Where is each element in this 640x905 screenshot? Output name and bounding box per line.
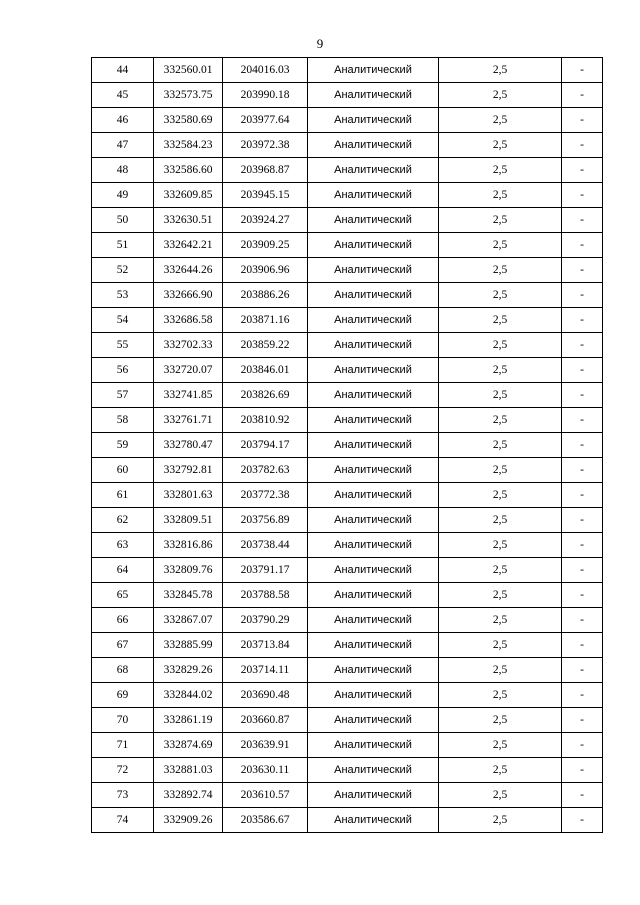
point-number-cell: 71 [92,733,154,758]
accuracy-cell: 2,5 [439,83,562,108]
method-cell: Аналитический [308,158,439,183]
note-cell: - [562,608,603,633]
method-cell: Аналитический [308,683,439,708]
point-number-cell: 67 [92,633,154,658]
x-coordinate-cell: 332845.78 [154,583,223,608]
table-row [92,733,603,758]
point-number-cell: 65 [92,583,154,608]
accuracy-cell: 2,5 [439,783,562,808]
table-row [92,183,603,208]
table-row [92,683,603,708]
y-coordinate-cell: 203924.27 [223,208,308,233]
table-row [92,108,603,133]
note-cell: - [562,283,603,308]
table-row [92,808,603,833]
method-cell: Аналитический [308,433,439,458]
x-coordinate-cell: 332885.99 [154,633,223,658]
point-number-cell: 57 [92,383,154,408]
note-cell: - [562,258,603,283]
note-cell: - [562,83,603,108]
x-coordinate-cell: 332580.69 [154,108,223,133]
x-coordinate-cell: 332642.21 [154,233,223,258]
point-number-cell: 63 [92,533,154,558]
method-cell: Аналитический [308,208,439,233]
table-row [92,483,603,508]
table-row [92,208,603,233]
y-coordinate-cell: 203990.18 [223,83,308,108]
method-cell: Аналитический [308,658,439,683]
y-coordinate-cell: 204016.03 [223,58,308,83]
accuracy-cell: 2,5 [439,133,562,158]
method-cell: Аналитический [308,383,439,408]
method-cell: Аналитический [308,83,439,108]
point-number-cell: 45 [92,83,154,108]
accuracy-cell: 2,5 [439,758,562,783]
x-coordinate-cell: 332816.86 [154,533,223,558]
note-cell: - [562,758,603,783]
accuracy-cell: 2,5 [439,658,562,683]
method-cell: Аналитический [308,808,439,833]
y-coordinate-cell: 203909.25 [223,233,308,258]
x-coordinate-cell: 332909.26 [154,808,223,833]
x-coordinate-cell: 332573.75 [154,83,223,108]
point-number-cell: 60 [92,458,154,483]
accuracy-cell: 2,5 [439,158,562,183]
point-number-cell: 72 [92,758,154,783]
table-row [92,783,603,808]
x-coordinate-cell: 332741.85 [154,383,223,408]
point-number-cell: 74 [92,808,154,833]
table-row [92,408,603,433]
y-coordinate-cell: 203630.11 [223,758,308,783]
note-cell: - [562,633,603,658]
x-coordinate-cell: 332686.58 [154,308,223,333]
x-coordinate-cell: 332792.81 [154,458,223,483]
note-cell: - [562,233,603,258]
accuracy-cell: 2,5 [439,733,562,758]
note-cell: - [562,383,603,408]
method-cell: Аналитический [308,758,439,783]
point-number-cell: 66 [92,608,154,633]
note-cell: - [562,408,603,433]
accuracy-cell: 2,5 [439,508,562,533]
x-coordinate-cell: 332809.51 [154,508,223,533]
table-row [92,583,603,608]
method-cell: Аналитический [308,633,439,658]
method-cell: Аналитический [308,58,439,83]
accuracy-cell: 2,5 [439,308,562,333]
x-coordinate-cell: 332881.03 [154,758,223,783]
accuracy-cell: 2,5 [439,708,562,733]
note-cell: - [562,133,603,158]
table-row [92,233,603,258]
note-cell: - [562,583,603,608]
x-coordinate-cell: 332861.19 [154,708,223,733]
method-cell: Аналитический [308,258,439,283]
note-cell: - [562,458,603,483]
note-cell: - [562,683,603,708]
point-number-cell: 53 [92,283,154,308]
method-cell: Аналитический [308,508,439,533]
x-coordinate-cell: 332702.33 [154,333,223,358]
y-coordinate-cell: 203610.57 [223,783,308,808]
method-cell: Аналитический [308,108,439,133]
table-row [92,383,603,408]
point-number-cell: 62 [92,508,154,533]
table-row [92,308,603,333]
table-row [92,58,603,83]
y-coordinate-cell: 203788.58 [223,583,308,608]
point-number-cell: 70 [92,708,154,733]
accuracy-cell: 2,5 [439,683,562,708]
table-row [92,508,603,533]
y-coordinate-cell: 203846.01 [223,358,308,383]
y-coordinate-cell: 203972.38 [223,133,308,158]
y-coordinate-cell: 203782.63 [223,458,308,483]
y-coordinate-cell: 203660.87 [223,708,308,733]
note-cell: - [562,658,603,683]
x-coordinate-cell: 332867.07 [154,608,223,633]
point-number-cell: 50 [92,208,154,233]
table-row [92,533,603,558]
method-cell: Аналитический [308,458,439,483]
coordinates-table-body [92,58,603,833]
table-row [92,558,603,583]
table-row [92,608,603,633]
table-row [92,633,603,658]
x-coordinate-cell: 332829.26 [154,658,223,683]
point-number-cell: 47 [92,133,154,158]
x-coordinate-cell: 332666.90 [154,283,223,308]
point-number-cell: 46 [92,108,154,133]
accuracy-cell: 2,5 [439,433,562,458]
point-number-cell: 52 [92,258,154,283]
y-coordinate-cell: 203772.38 [223,483,308,508]
x-coordinate-cell: 332630.51 [154,208,223,233]
y-coordinate-cell: 203859.22 [223,333,308,358]
note-cell: - [562,533,603,558]
accuracy-cell: 2,5 [439,808,562,833]
y-coordinate-cell: 203886.26 [223,283,308,308]
accuracy-cell: 2,5 [439,108,562,133]
accuracy-cell: 2,5 [439,183,562,208]
accuracy-cell: 2,5 [439,258,562,283]
point-number-cell: 56 [92,358,154,383]
x-coordinate-cell: 332644.26 [154,258,223,283]
accuracy-cell: 2,5 [439,358,562,383]
x-coordinate-cell: 332809.76 [154,558,223,583]
note-cell: - [562,333,603,358]
y-coordinate-cell: 203586.67 [223,808,308,833]
note-cell: - [562,158,603,183]
method-cell: Аналитический [308,558,439,583]
accuracy-cell: 2,5 [439,633,562,658]
accuracy-cell: 2,5 [439,533,562,558]
y-coordinate-cell: 203756.89 [223,508,308,533]
point-number-cell: 44 [92,58,154,83]
accuracy-cell: 2,5 [439,233,562,258]
y-coordinate-cell: 203794.17 [223,433,308,458]
x-coordinate-cell: 332761.71 [154,408,223,433]
note-cell: - [562,708,603,733]
x-coordinate-cell: 332609.85 [154,183,223,208]
method-cell: Аналитический [308,783,439,808]
page-number: 9 [316,36,324,51]
point-number-cell: 51 [92,233,154,258]
accuracy-cell: 2,5 [439,608,562,633]
accuracy-cell: 2,5 [439,558,562,583]
point-number-cell: 68 [92,658,154,683]
y-coordinate-cell: 203945.15 [223,183,308,208]
note-cell: - [562,358,603,383]
x-coordinate-cell: 332874.69 [154,733,223,758]
method-cell: Аналитический [308,483,439,508]
table-row [92,158,603,183]
method-cell: Аналитический [308,533,439,558]
table-row [92,283,603,308]
point-number-cell: 49 [92,183,154,208]
y-coordinate-cell: 203906.96 [223,258,308,283]
accuracy-cell: 2,5 [439,208,562,233]
x-coordinate-cell: 332560.01 [154,58,223,83]
method-cell: Аналитический [308,733,439,758]
note-cell: - [562,308,603,333]
accuracy-cell: 2,5 [439,58,562,83]
table-row [92,133,603,158]
accuracy-cell: 2,5 [439,383,562,408]
table-row [92,333,603,358]
point-number-cell: 64 [92,558,154,583]
point-number-cell: 73 [92,783,154,808]
x-coordinate-cell: 332801.63 [154,483,223,508]
table-row [92,458,603,483]
note-cell: - [562,808,603,833]
method-cell: Аналитический [308,233,439,258]
note-cell: - [562,208,603,233]
point-number-cell: 58 [92,408,154,433]
method-cell: Аналитический [308,133,439,158]
table-row [92,658,603,683]
y-coordinate-cell: 203790.29 [223,608,308,633]
y-coordinate-cell: 203690.48 [223,683,308,708]
note-cell: - [562,183,603,208]
note-cell: - [562,733,603,758]
note-cell: - [562,558,603,583]
method-cell: Аналитический [308,708,439,733]
accuracy-cell: 2,5 [439,283,562,308]
method-cell: Аналитический [308,183,439,208]
point-number-cell: 59 [92,433,154,458]
y-coordinate-cell: 203810.92 [223,408,308,433]
method-cell: Аналитический [308,583,439,608]
y-coordinate-cell: 203639.91 [223,733,308,758]
y-coordinate-cell: 203714.11 [223,658,308,683]
method-cell: Аналитический [308,333,439,358]
method-cell: Аналитический [308,283,439,308]
accuracy-cell: 2,5 [439,333,562,358]
x-coordinate-cell: 332892.74 [154,783,223,808]
note-cell: - [562,783,603,808]
method-cell: Аналитический [308,608,439,633]
x-coordinate-cell: 332586.60 [154,158,223,183]
method-cell: Аналитический [308,408,439,433]
y-coordinate-cell: 203791.17 [223,558,308,583]
table-row [92,758,603,783]
note-cell: - [562,483,603,508]
y-coordinate-cell: 203713.84 [223,633,308,658]
table-row [92,358,603,383]
accuracy-cell: 2,5 [439,458,562,483]
x-coordinate-cell: 332720.07 [154,358,223,383]
x-coordinate-cell: 332844.02 [154,683,223,708]
point-number-cell: 69 [92,683,154,708]
accuracy-cell: 2,5 [439,408,562,433]
note-cell: - [562,433,603,458]
method-cell: Аналитический [308,308,439,333]
y-coordinate-cell: 203871.16 [223,308,308,333]
y-coordinate-cell: 203968.87 [223,158,308,183]
note-cell: - [562,508,603,533]
table-row [92,708,603,733]
point-number-cell: 54 [92,308,154,333]
accuracy-cell: 2,5 [439,483,562,508]
point-number-cell: 61 [92,483,154,508]
coordinates-table [91,57,603,833]
y-coordinate-cell: 203738.44 [223,533,308,558]
note-cell: - [562,108,603,133]
table-row [92,83,603,108]
y-coordinate-cell: 203826.69 [223,383,308,408]
point-number-cell: 55 [92,333,154,358]
table-row [92,258,603,283]
y-coordinate-cell: 203977.64 [223,108,308,133]
table-row [92,433,603,458]
method-cell: Аналитический [308,358,439,383]
point-number-cell: 48 [92,158,154,183]
x-coordinate-cell: 332584.23 [154,133,223,158]
accuracy-cell: 2,5 [439,583,562,608]
x-coordinate-cell: 332780.47 [154,433,223,458]
note-cell: - [562,58,603,83]
